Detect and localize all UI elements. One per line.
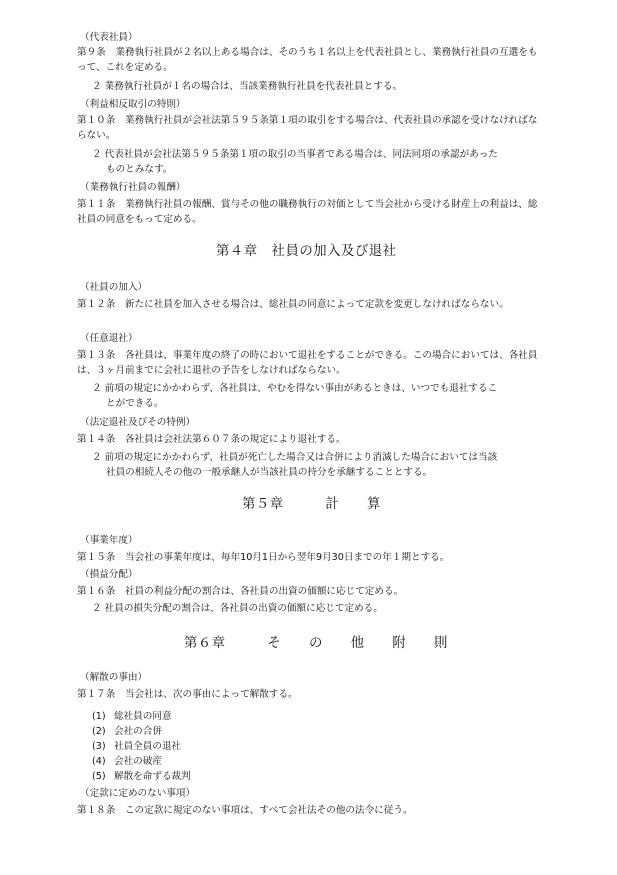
article-12: 第１２条 新たに社員を加入させる場合は、総社員の同意によって定款を変更しなければならない。 xyxy=(77,299,509,310)
article-14-paragraph-2-continuation: 社員の相続人その他の一般承継人が当該社員の持分を承継することとする。 xyxy=(106,467,433,478)
article-13-paragraph-2-continuation: とができる。 xyxy=(106,398,164,409)
caption-fiscal-year: （事業年度） xyxy=(80,535,138,546)
caption-conflict-of-interest: （利益相反取引の特則） xyxy=(80,99,186,110)
article-13: 第１３条 各社員は、事業年度の終了の時において退社をすることができる。この場合においては、各社員は、３ヶ月前までに会社に退社の予告をしなければならない。 xyxy=(77,350,538,376)
caption-matters-not-in-articles: （定款に定めのない事項） xyxy=(80,788,196,799)
article-10: 第１０条 業務執行社員が会社法第５９５条第１項の取引をする場合は、代表社員の承認を受けなければならない。 xyxy=(77,115,538,141)
dissolution-item-number: (2) xyxy=(92,726,106,737)
article-18: 第１８条 この定款に規定のない事項は、すべて会社法その他の法令に従う。 xyxy=(77,805,413,816)
dissolution-item-text: 会社の合併 xyxy=(114,726,162,737)
dissolution-item-text: 解散を命ずる裁判 xyxy=(114,771,191,782)
article-14-paragraph-2-first-line: ２ 前項の規定にかかわらず、社員が死亡した場合又は合併により消滅した場合においては当該 xyxy=(92,452,498,463)
article-13-paragraph-2 xyxy=(92,381,548,411)
article-13-paragraph-2-first-line: ２ 前項の規定にかかわらず、各社員は、やむを得ない事由があるときは、いつでも退社するこ xyxy=(92,383,498,394)
article-14-paragraph-2 xyxy=(92,450,548,480)
caption-representative-member: （代表社員） xyxy=(80,32,138,43)
caption-executive-remuneration: （業務執行社員の報酬） xyxy=(80,182,186,193)
article-16-paragraph-2: ２ 社員の損失分配の割合は、各社員の出資の価額に応じて定める。 xyxy=(92,603,383,614)
dissolution-item-number: (5) xyxy=(92,771,106,782)
caption-statutory-withdrawal: （法定退社及びその特例） xyxy=(80,417,196,428)
caption-member-admission: （社員の加入） xyxy=(80,282,148,293)
dissolution-item xyxy=(92,769,191,784)
caption-dissolution-causes: （解散の事由） xyxy=(80,672,148,683)
article-17: 第１７条 当会社は、次の事由によって解散する。 xyxy=(77,689,298,700)
caption-voluntary-withdrawal: （任意退社） xyxy=(80,333,138,344)
dissolution-item xyxy=(92,724,162,739)
article-11: 第１１条 業務執行社員の報酬、賞与その他の職務執行の対価として当会社から受ける財産上の利益は、総社員の同意をもって定める。 xyxy=(77,199,538,225)
article-10-paragraph-2 xyxy=(92,147,548,177)
dissolution-item xyxy=(92,754,162,769)
article-15: 第１５条 当会社の事業年度は、毎年10月1日から翌年9月30日までの年１期とする。 xyxy=(77,552,450,563)
dissolution-item xyxy=(92,739,181,754)
dissolution-item-number: (3) xyxy=(92,741,106,752)
caption-profit-loss-distribution: （損益分配） xyxy=(80,569,138,580)
article-14: 第１４条 各社員は会社法第６０７条の規定により退社する。 xyxy=(77,434,346,445)
article-16: 第１６条 社員の利益分配の割合は、各社員の出資の価額に応じて定める。 xyxy=(77,586,404,597)
dissolution-item-number: (1) xyxy=(92,711,106,722)
chapter-5-heading: 第５章 計 算 xyxy=(242,497,381,512)
chapter-4-heading: 第４章 社員の加入及び退社 xyxy=(216,244,397,259)
chapter-6-heading: 第６章 そ の 他 附 則 xyxy=(184,636,448,651)
article-9-paragraph-2: ２ 業務執行社員が１名の場合は、当該業務執行社員を代表社員とする。 xyxy=(92,81,403,92)
dissolution-item-text: 総社員の同意 xyxy=(114,711,172,722)
dissolution-item-number: (4) xyxy=(92,756,106,767)
article-10-paragraph-2-first-line: ２ 代表社員が会社法第５９５条第１項の取引の当事者である場合は、同法同項の承認があった xyxy=(92,149,498,160)
dissolution-item xyxy=(92,709,172,724)
article-10-paragraph-2-continuation: ものとみなす。 xyxy=(106,164,173,175)
dissolution-item-text: 会社の破産 xyxy=(114,756,162,767)
article-9: 第９条 業務執行社員が２名以上ある場合は、そのうち１名以上を代表社員とし、業務執行社員の互選をもって、これを定める。 xyxy=(77,47,538,73)
dissolution-item-text: 社員全員の退社 xyxy=(114,741,182,752)
